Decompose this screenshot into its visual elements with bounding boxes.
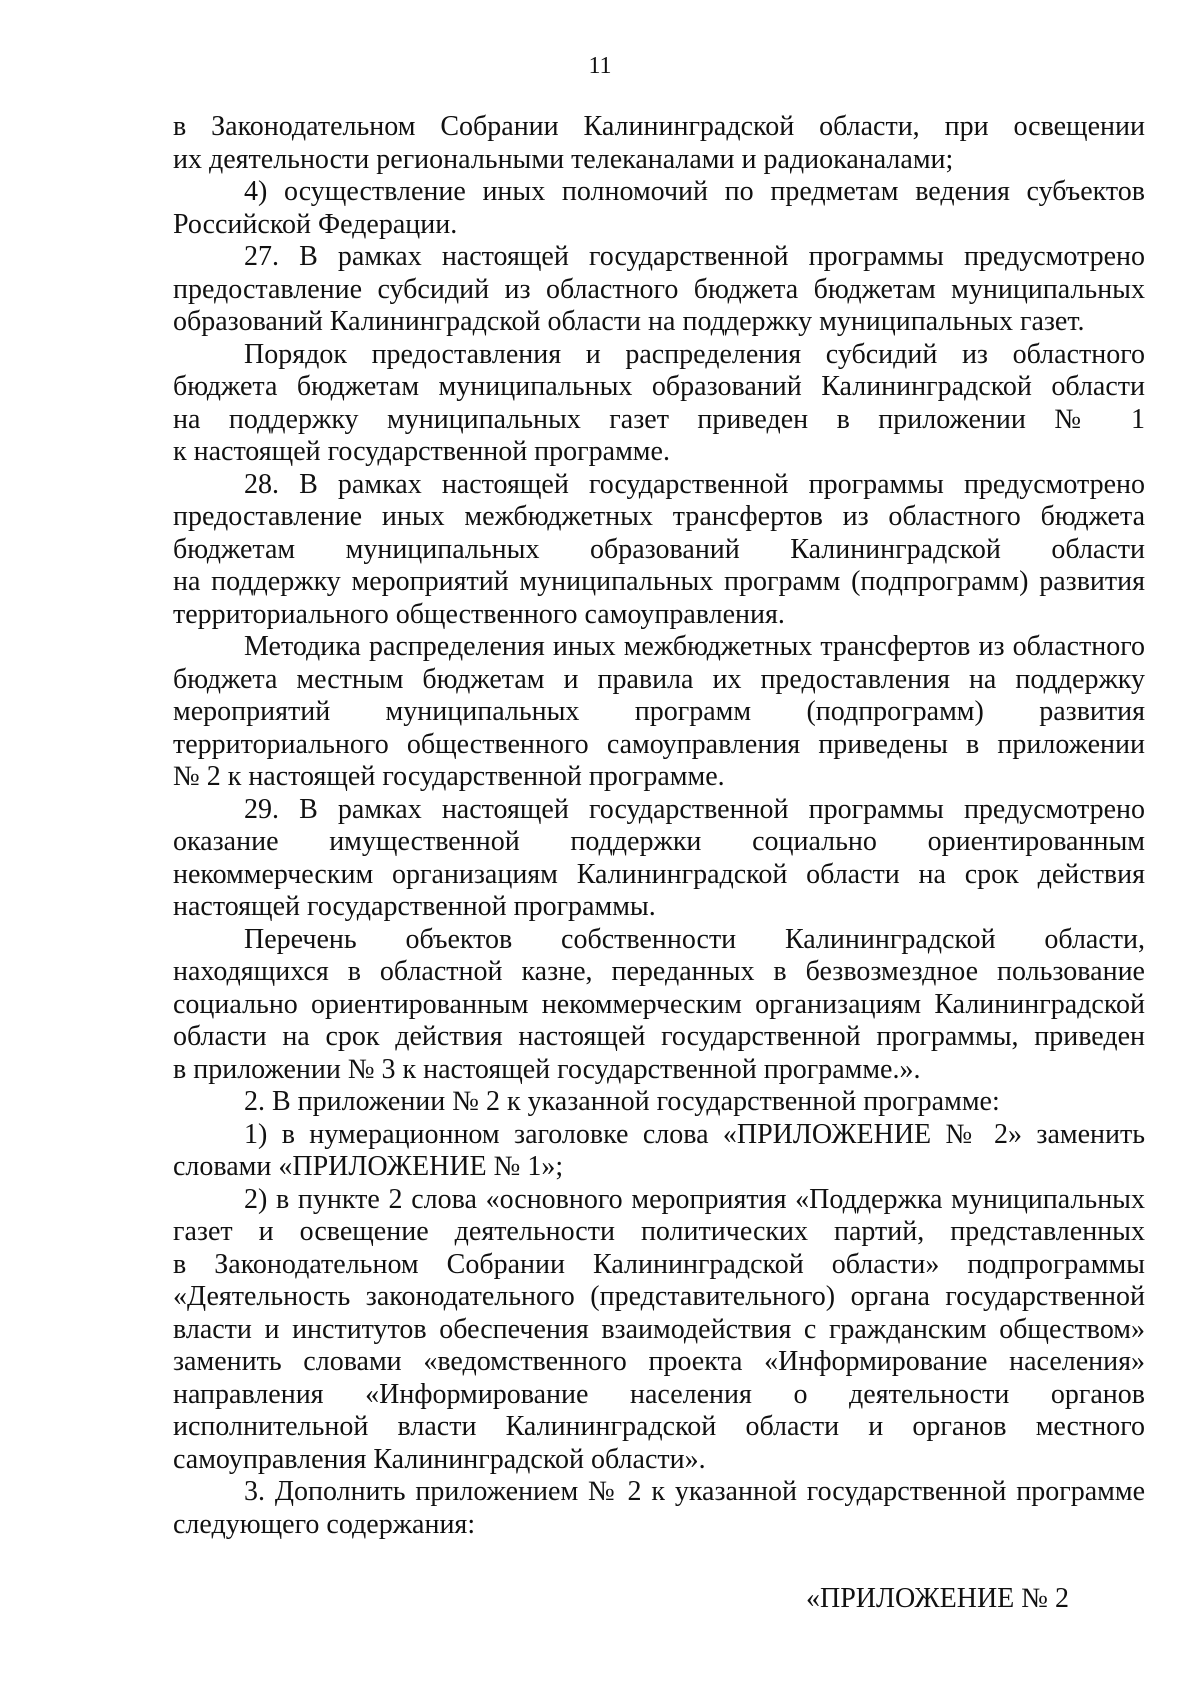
text-line: 4) осуществление иных полномочий по предметам ведения субъектов: [244, 176, 1145, 207]
text-line: некоммерческим организациям Калининградской области на срок действия: [173, 858, 1145, 890]
text-line: находящихся в областной казне, переданных в безвозмездное пользование: [173, 956, 1145, 987]
appendix-heading: «ПРИЛОЖЕНИЕ № 2: [806, 1583, 1069, 1614]
text-line: предоставление иных межбюджетных трансфертов из областного бюджета: [173, 501, 1145, 532]
text-line: 2) в пункте 2 слова «основного мероприятия «Поддержка муниципальных: [244, 1183, 1145, 1215]
text-line: Перечень объектов собственности Калининградской области,: [244, 923, 1145, 955]
text-line: настоящей государственной программы.: [173, 891, 656, 922]
text-line: оказание имущественной поддержки социально ориентированным: [173, 826, 1145, 857]
text-line: Методика распределения иных межбюджетных трансфертов из областного: [244, 631, 1145, 662]
text-line: заменить словами «ведомственного проекта «Информирование населения»: [173, 1346, 1145, 1377]
text-line: бюджета бюджетам муниципальных образований Калининградской области: [173, 371, 1145, 402]
text-line: социально ориентированным некоммерческим организациям Калининградской: [173, 988, 1145, 1020]
text-line: на поддержку мероприятий муниципальных программ (подпрограмм) развития: [173, 566, 1145, 597]
text-line: 29. В рамках настоящей государственной программы предусмотрено: [244, 793, 1145, 825]
text-line: 27. В рамках настоящей государственной программы предусмотрено: [244, 241, 1145, 272]
text-line: № 2 к настоящей государственной программе.: [173, 761, 725, 792]
text-line: Порядок предоставления и распределения субсидий из областного: [244, 338, 1145, 370]
page-number: 11: [588, 53, 612, 79]
text-line: предоставление субсидий из областного бюджета бюджетам муниципальных: [173, 273, 1145, 305]
text-line: 3. Дополнить приложением № 2 к указанной государственной программе: [244, 1476, 1145, 1507]
text-line: в приложении № 3 к настоящей государственной программе.».: [173, 1053, 921, 1085]
text-line: территориального общественного самоуправления приведены в приложении: [173, 728, 1145, 760]
text-line: направления «Информирование населения о деятельности органов: [173, 1378, 1145, 1410]
text-line: территориального общественного самоуправления.: [173, 598, 785, 630]
text-line: 28. В рамках настоящей государственной программы предусмотрено: [244, 468, 1145, 500]
text-line: «Деятельность законодательного (представительного) органа государственной: [173, 1281, 1145, 1312]
text-line: их деятельности региональными телеканалами и радиоканалами;: [173, 143, 954, 175]
body-text: [173, 111, 1145, 1541]
text-line: следующего содержания:: [173, 1508, 476, 1540]
text-line: мероприятий муниципальных программ (подпрограмм) развития: [173, 696, 1145, 727]
text-line: в Законодательном Собрании Калининградской области, при освещении: [173, 111, 1145, 142]
text-line: газет и освещение деятельности политических партий, представленных: [173, 1216, 1145, 1247]
text-line: 2. В приложении № 2 к указанной государственной программе:: [244, 1086, 1000, 1117]
text-line: словами «ПРИЛОЖЕНИЕ № 1»;: [173, 1151, 564, 1182]
text-line: бюджета местным бюджетам и правила их предоставления на поддержку: [173, 663, 1145, 695]
text-line: к настоящей государственной программе.: [173, 436, 670, 467]
text-line: власти и институтов обеспечения взаимодействия с гражданским обществом»: [173, 1313, 1145, 1345]
text-line: на поддержку муниципальных газет приведен в приложении № 1: [173, 403, 1145, 435]
text-line: в Законодательном Собрании Калининградской области» подпрограммы: [173, 1248, 1145, 1280]
text-line: Российской Федерации.: [173, 208, 458, 240]
text-line: самоуправления Калининградской области».: [173, 1443, 706, 1475]
text-line: исполнительной власти Калининградской области и органов местного: [173, 1411, 1145, 1442]
text-line: области на срок действия настоящей государственной программы, приведен: [173, 1021, 1145, 1052]
text-line: 1) в нумерационном заголовке слова «ПРИЛОЖЕНИЕ № 2» заменить: [244, 1118, 1145, 1150]
text-line: бюджетам муниципальных образований Калининградской области: [173, 533, 1145, 565]
text-line: образований Калининградской области на поддержку муниципальных газет.: [173, 306, 1085, 337]
